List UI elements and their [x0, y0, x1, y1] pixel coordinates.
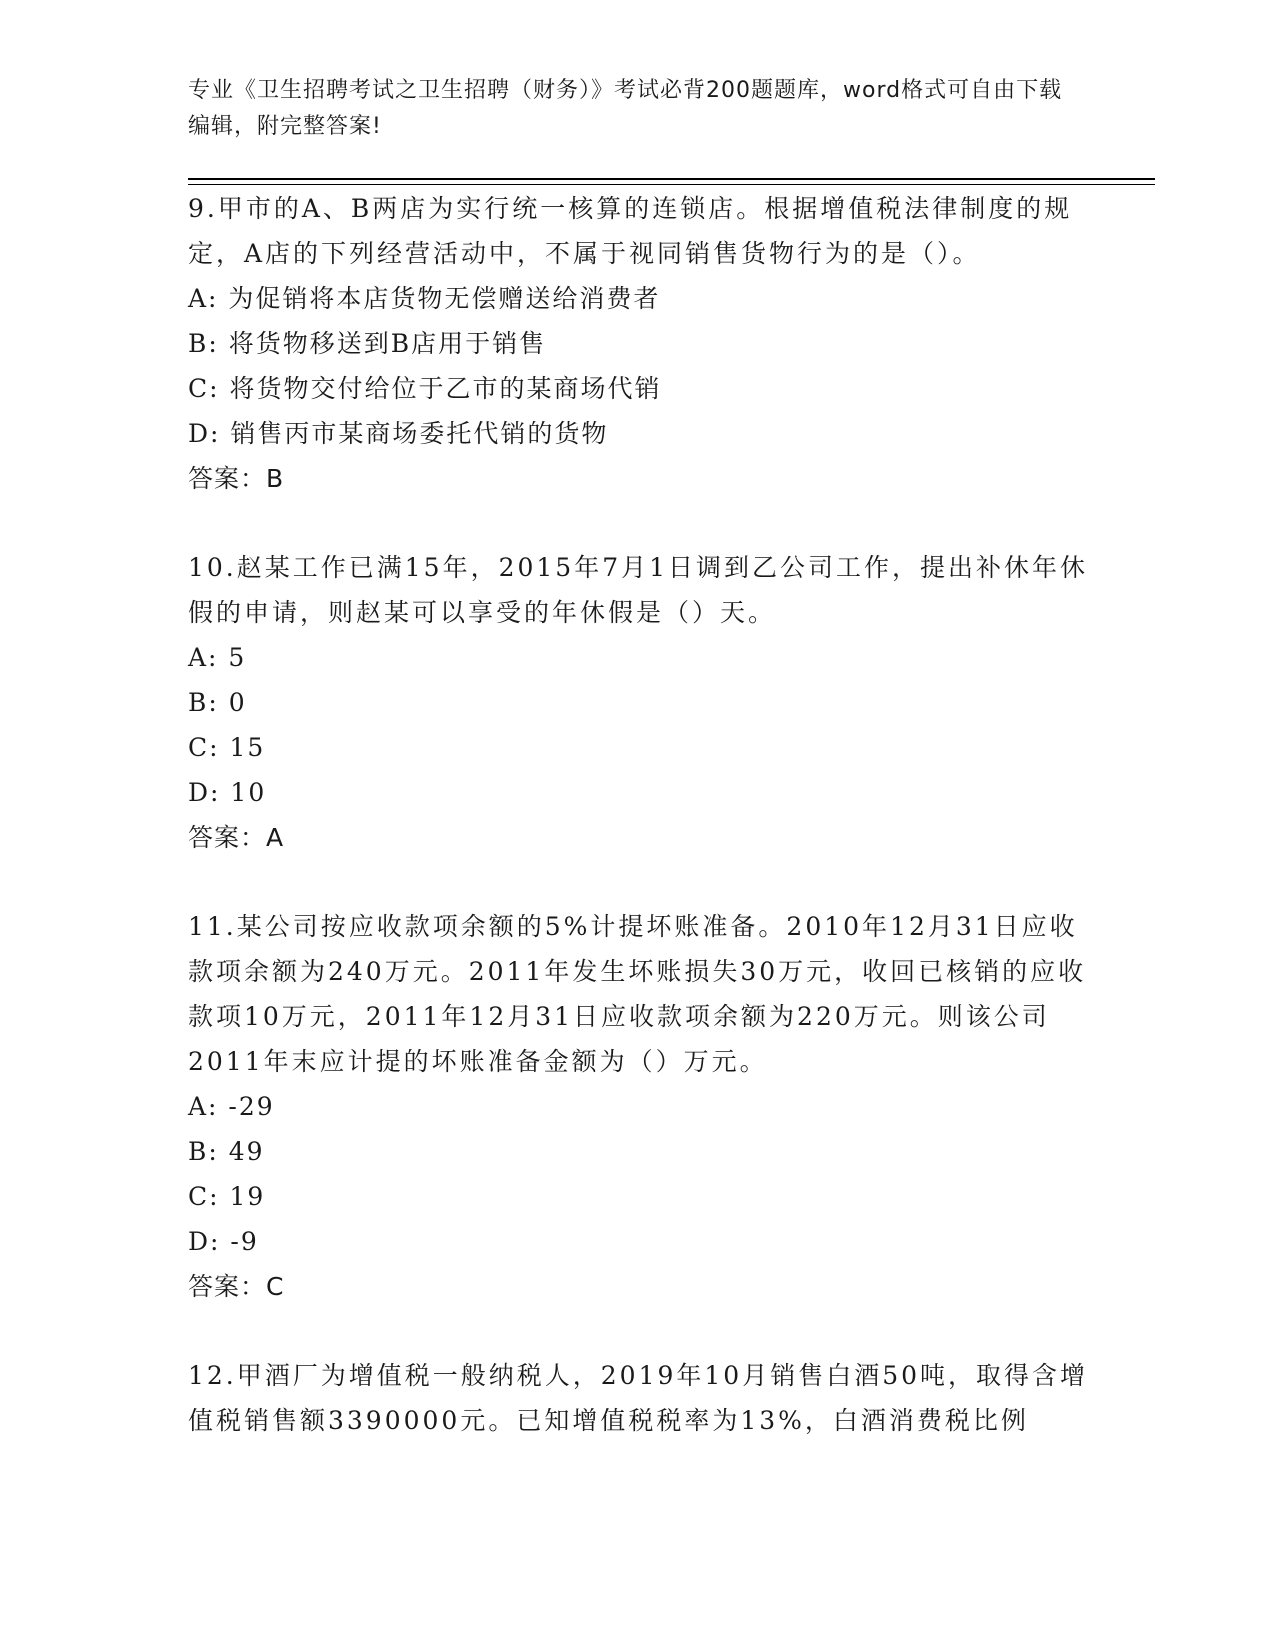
option-b: B: 49	[188, 1137, 265, 1166]
option-a: A: 5	[188, 643, 247, 672]
question-10	[188, 545, 1088, 860]
option-c: C: 15	[188, 733, 266, 762]
option-a: A: -29	[188, 1092, 275, 1121]
question-11	[188, 904, 1088, 1309]
answer: 答案：C	[188, 1272, 285, 1301]
question-text: 11.某公司按应收款项余额的5%计提坏账准备。2010年12月31日应收款项余额为240万元。2011年发生坏账损失30万元，收回已核销的应收款项10万元，2011年12月31日应收款项余额为220万元。则该公司2011年末应计提的坏账准备金额为（）万元。	[188, 912, 1087, 1076]
option-b: B: 0	[188, 688, 247, 717]
option-c: C: 19	[188, 1182, 266, 1211]
option-a: A: 为促销将本店货物无偿赠送给消费者	[188, 284, 661, 313]
question-12	[188, 1353, 1088, 1443]
option-c: C: 将货物交付给位于乙市的某商场代销	[188, 374, 662, 403]
header-divider-thick	[188, 178, 1155, 180]
document-intro: 专业《卫生招聘考试之卫生招聘（财务）》考试必背200题题库，word格式可自由下载编辑，附完整答案!	[188, 78, 1063, 139]
header-divider-thin	[188, 184, 1155, 185]
option-b: B: 将货物移送到B店用于销售	[188, 329, 547, 358]
option-d: D: 销售丙市某商场委托代销的货物	[188, 419, 609, 448]
question-text: 10.赵某工作已满15年，2015年7月1日调到乙公司工作，提出补休年休假的申请，则赵某可以享受的年休假是（）天。	[188, 553, 1089, 627]
question-text: 12.甲酒厂为增值税一般纳税人，2019年10月销售白酒50吨，取得含增值税销售额3390000元。已知增值税税率为13%，白酒消费税比例	[188, 1361, 1089, 1435]
question-9	[188, 186, 1088, 501]
option-d: D: -9	[188, 1227, 259, 1256]
answer: 答案：A	[188, 823, 285, 852]
question-text: 9.甲市的A、B两店为实行统一核算的连锁店。根据增值税法律制度的规定，A店的下列经营活动中，不属于视同销售货物行为的是（）。	[188, 194, 1073, 268]
option-d: D: 10	[188, 778, 267, 807]
answer: 答案：B	[188, 464, 285, 493]
